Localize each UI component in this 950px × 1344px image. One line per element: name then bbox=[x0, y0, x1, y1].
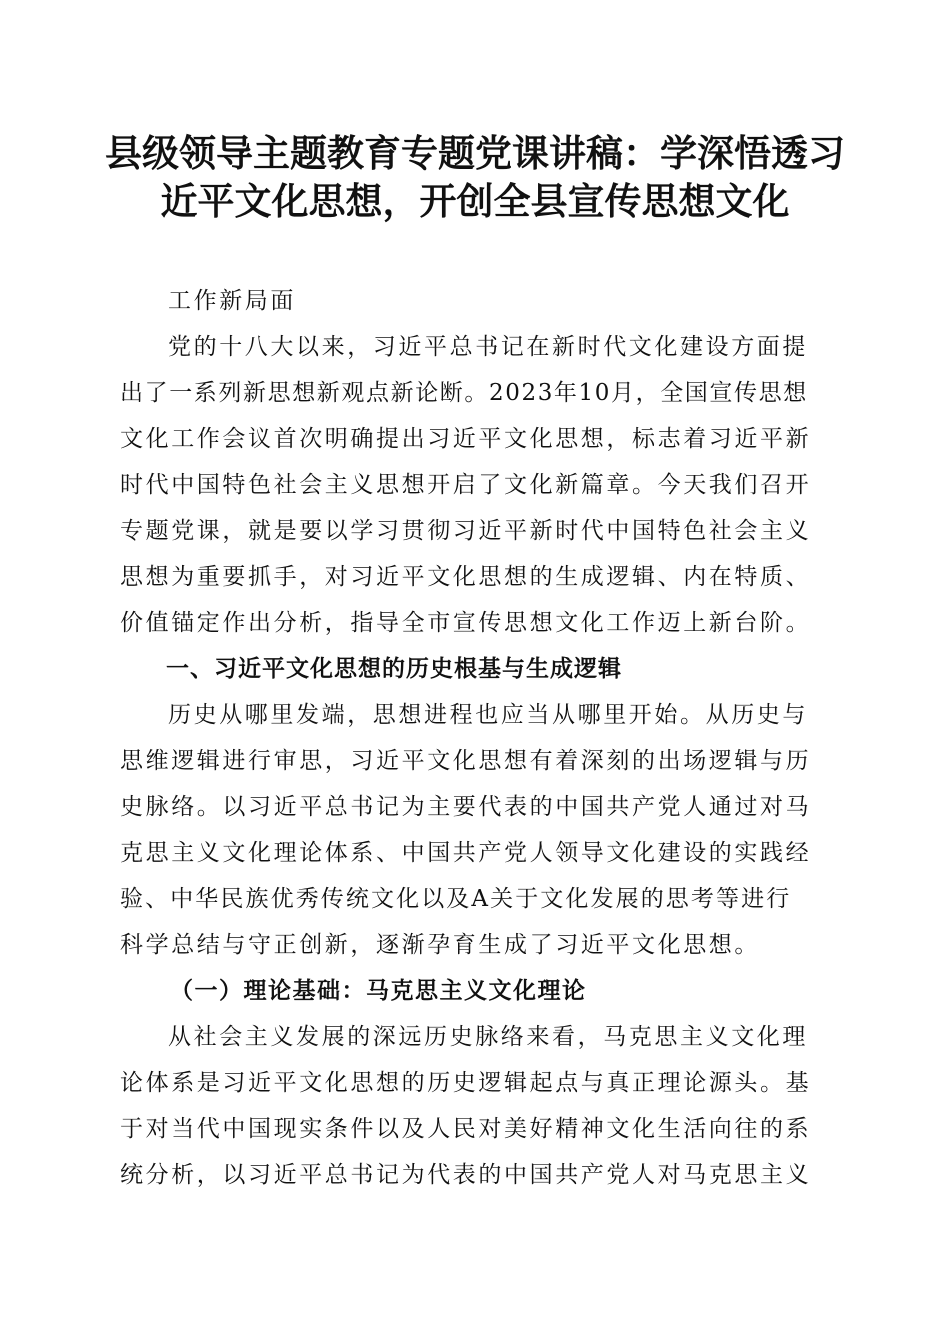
text-line: 工作新局面 bbox=[168, 288, 296, 314]
text-line: 文化工作会议首次明确提出习近平文化思想，标志着习近平新 bbox=[120, 426, 812, 452]
subsection-heading-1: （一）理论基础：马克思主义文化理论 bbox=[170, 977, 587, 1004]
text-line: 科学总结与守正创新，逐渐孕育生成了习近平文化思想。 bbox=[120, 932, 760, 958]
text-line: 时代中国特色社会主义思想开启了文化新篇章。今天我们召开 bbox=[120, 472, 812, 498]
text-line: 克思主义文化理论体系、中国共产党人领导文化建设的实践经 bbox=[120, 840, 812, 866]
text-line: 从社会主义发展的深远历史脉络来看，马克思主义文化理 bbox=[168, 1024, 808, 1050]
document-title bbox=[100, 130, 850, 226]
text-line: 价值锚定作出分析，指导全市宣传思想文化工作迈上新台阶。 bbox=[120, 610, 812, 636]
text-line: 思想为重要抓手，对习近平文化思想的生成逻辑、内在特质、 bbox=[120, 564, 812, 590]
title-line-2: 近平文化思想，开创全县宣传思想文化 bbox=[160, 180, 790, 223]
text-line: 论体系是习近平文化思想的历史逻辑起点与真正理论源头。基 bbox=[120, 1070, 812, 1096]
title-line-1: 县级领导主题教育专题党课讲稿：学深悟透习 bbox=[105, 132, 845, 175]
text-line: 于对当代中国现实条件以及人民对美好精神文化生活向往的系 bbox=[120, 1116, 812, 1142]
text-line: 史脉络。以习近平总书记为主要代表的中国共产党人通过对马 bbox=[120, 794, 812, 820]
text-line: 统分析，以习近平总书记为代表的中国共产党人对马克思主义 bbox=[120, 1162, 812, 1188]
text-line: 党的十八大以来，习近平总书记在新时代文化建设方面提 bbox=[168, 334, 808, 360]
text-line: 出了一系列新思想新观点新论断。2023年10月，全国宣传思想 bbox=[120, 380, 808, 406]
text-line: 验、中华民族优秀传统文化以及A关于文化发展的思考等进行 bbox=[120, 886, 792, 912]
section-heading-1: 一、习近平文化思想的历史根基与生成逻辑 bbox=[166, 656, 622, 682]
text-line: 专题党课，就是要以学习贯彻习近平新时代中国特色社会主义 bbox=[120, 518, 812, 544]
text-line: 历史从哪里发端，思想进程也应当从哪里开始。从历史与 bbox=[168, 702, 808, 728]
text-line: 思维逻辑进行审思，习近平文化思想有着深刻的出场逻辑与历 bbox=[120, 748, 812, 774]
document-body bbox=[120, 278, 825, 1198]
